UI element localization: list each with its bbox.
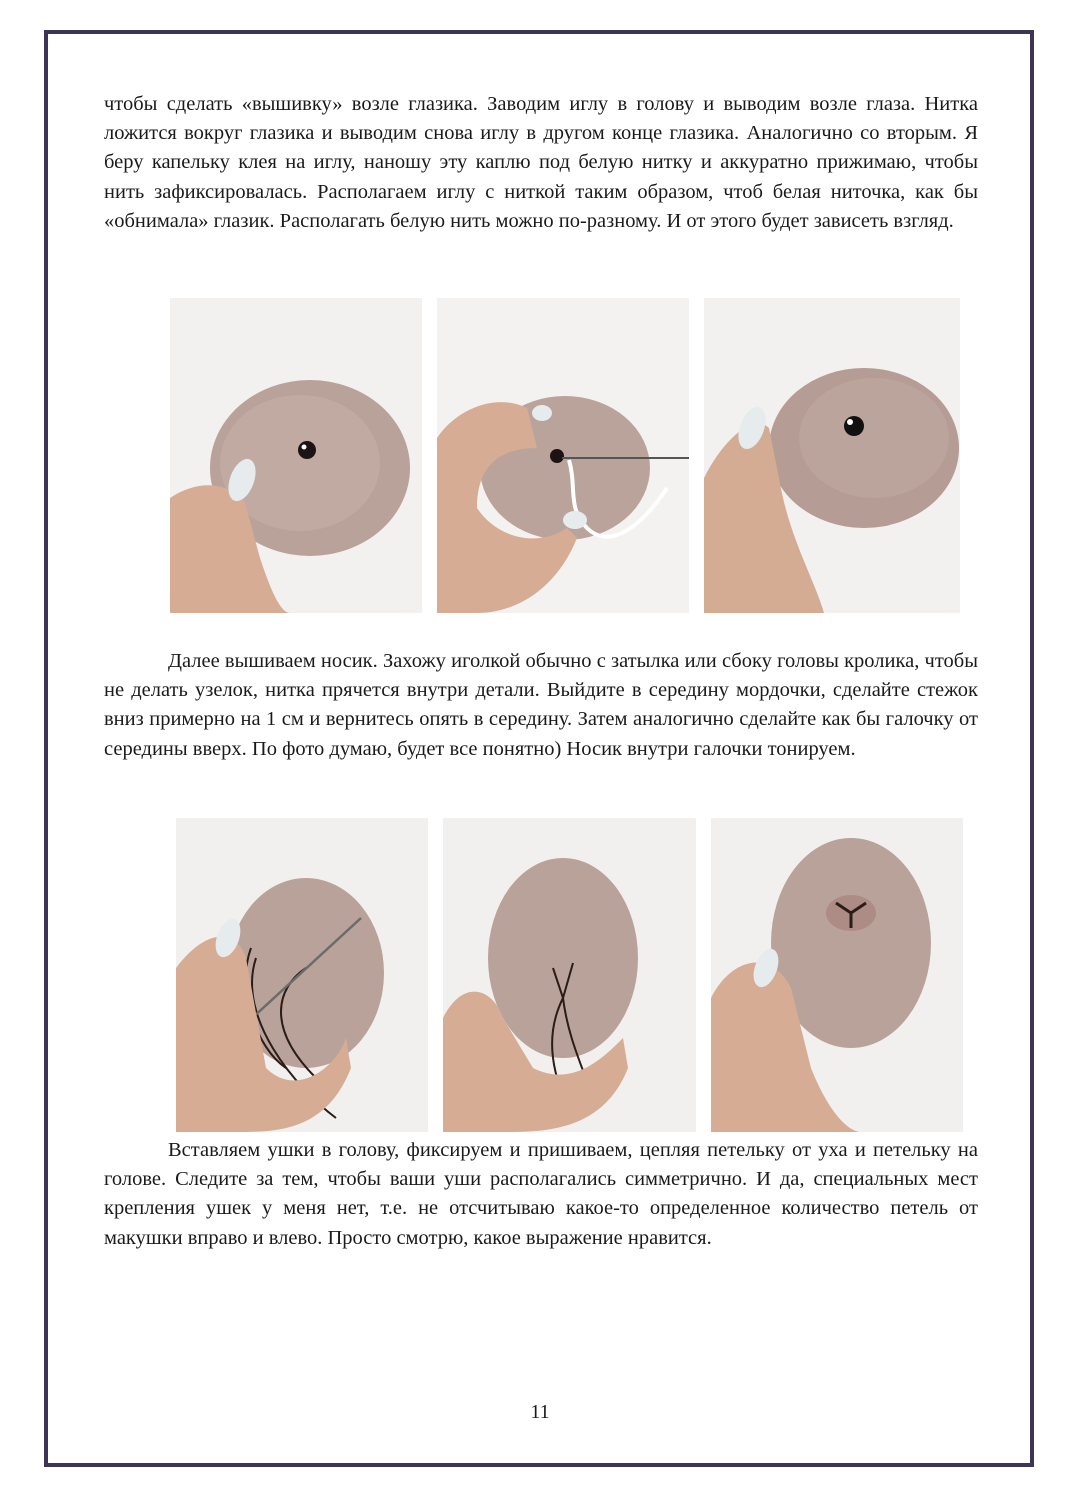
paragraph-eye-embroidery: чтобы сделать «вышивку» возле глазика. Заводим иглу в голову и выводим возле глаза. Нитка ложится вокруг глазика и выводим снова иглу в другом конце глазика. Аналогично со вторым. Я беру капельку клея на иглу, наношу эту каплю под белую нитку и аккуратно прижимаю, чтобы нить зафиксировалась. Располагаем иглу с ниткой таким образом, чтоб белая ниточка, как бы «обнимала» глазик. Располагать белую нить можно по-разному. И от этого будет зависеть взгляд. [104, 93, 978, 232]
page-number: 11 [530, 1401, 550, 1423]
photo-finished-eye [704, 298, 960, 613]
photo-nose-finished [711, 818, 963, 1132]
photo-nose-stitch [443, 818, 696, 1132]
paragraph-ears-attachment: Вставляем ушки в голову, фиксируем и пришиваем, цепляя петельку от уха и петельку на голове. Следите за тем, чтобы ваши уши располагались симметрично. И да, специальных мест крепления ушек у меня нет, т.е. не отсчитываю какое-то определенное количество петель от макушки вправо и влево. Просто смотрю, какое выражение нравится. [104, 1139, 978, 1249]
paragraph-nose-embroidery: Далее вышиваем носик. Захожу иголкой обычно с затылка или сбоку головы кролика, чтобы не делать узелок, нитка прячется внутри детали. Выйдите в середину мордочки, сделайте стежок вниз примерно на 1 см и вернитесь опять в середину. Затем аналогично сделайте как бы галочку от середины вверх. По фото думаю, будет все понятно) Носик внутри галочки тонируем. [104, 650, 978, 760]
photo-eye-thread-needle [437, 298, 689, 613]
photo-nose-needle-start [176, 818, 428, 1132]
photo-head-with-eye [170, 298, 422, 613]
